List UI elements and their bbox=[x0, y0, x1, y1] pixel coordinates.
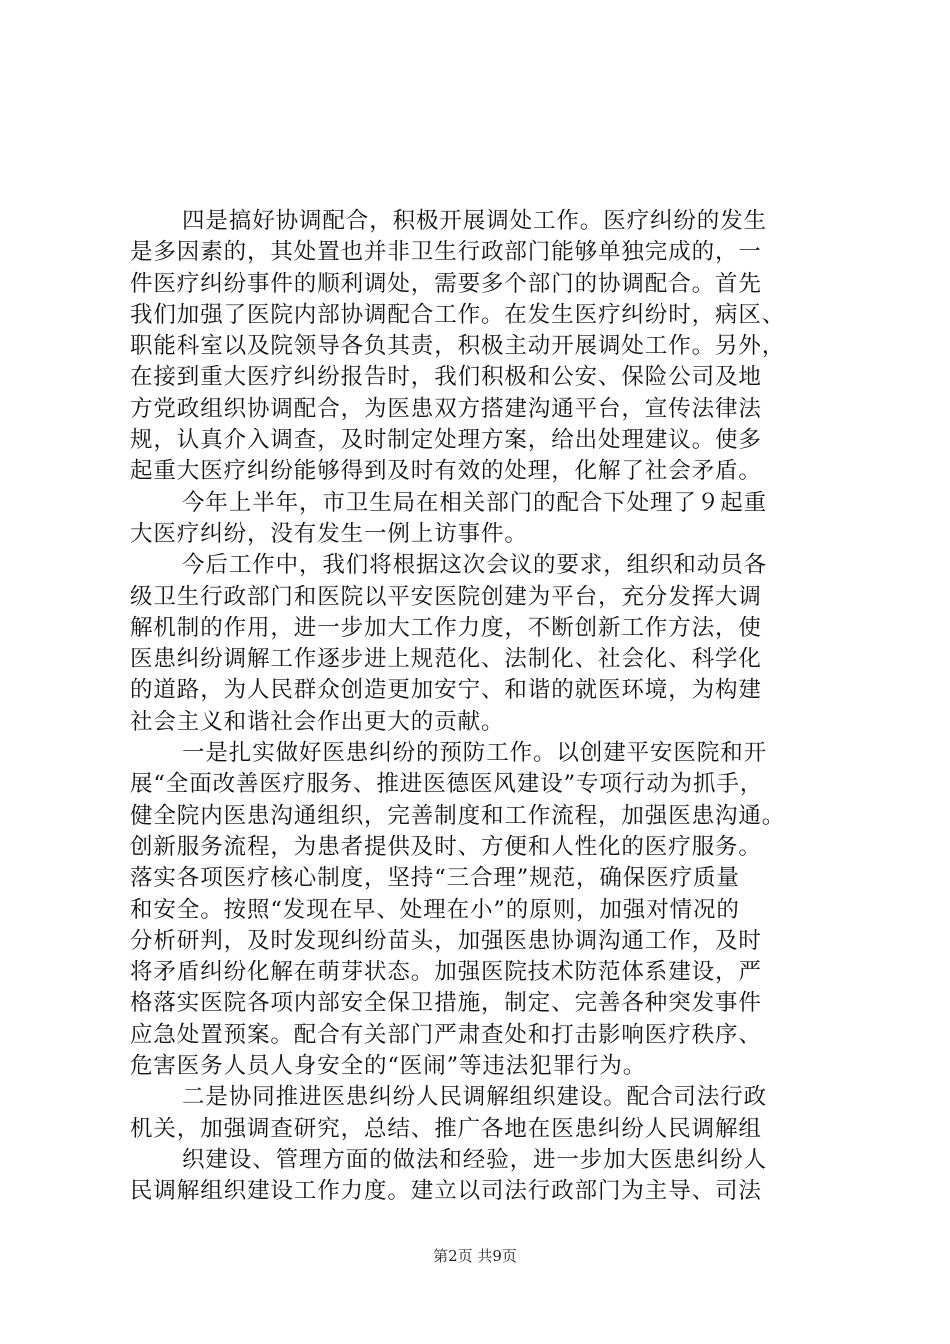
text-line: 一是扎实做好医患纠纷的预防工作。以创建平安医院和开 bbox=[182, 740, 768, 767]
text-line: 件医疗纠纷事件的顺利调处，需要多个部门的协调配合。首先 bbox=[130, 270, 762, 297]
page-number-footer: 第2页 共9页 bbox=[433, 1247, 517, 1265]
text-line: 应急处置预案。配合有关部门严肃查处和打击影响医疗秩序、 bbox=[130, 1021, 762, 1048]
text-line: 落实各项医疗核心制度，坚持“三合理”规范，确保医疗质量 bbox=[130, 865, 740, 892]
text-line: 解机制的作用，进一步加大工作力度，不断创新工作方法，使 bbox=[130, 614, 762, 641]
text-line: 的道路，为人民群众创造更加安宁、和谐的就医环境，为构建 bbox=[130, 677, 762, 704]
text-line: 社会主义和谐社会作出更大的贡献。 bbox=[130, 708, 505, 735]
document-body bbox=[130, 206, 830, 1208]
text-line: 起重大医疗纠纷能够得到及时有效的处理，化解了社会矛盾。 bbox=[130, 458, 762, 485]
text-line: 今后工作中，我们将根据这次会议的要求，组织和动员各 bbox=[182, 552, 768, 579]
text-line: 展“全面改善医疗服务、推进医德医风建设”专项行动为抓手， bbox=[130, 771, 764, 798]
text-line: 分析研判，及时发现纠纷苗头，加强医患协调沟通工作，及时 bbox=[130, 927, 762, 954]
text-line: 和安全。按照“发现在早、处理在小”的原则，加强对情况的 bbox=[130, 896, 740, 923]
text-line: 医患纠纷调解工作逐步进上规范化、法制化、社会化、科学化 bbox=[130, 646, 762, 673]
text-line: 级卫生行政部门和医院以平安医院创建为平台，充分发挥大调 bbox=[130, 583, 762, 610]
text-line: 今年上半年，市卫生局在相关部门的配合下处理了９起重 bbox=[182, 489, 768, 516]
text-line: 职能科室以及院领导各负其责，积极主动开展调处工作。另外， bbox=[130, 333, 786, 360]
text-line: 方党政组织协调配合，为医患双方搭建沟通平台，宣传法律法 bbox=[130, 395, 762, 422]
text-line: 危害医务人员人身安全的“医闹”等违法犯罪行为。 bbox=[130, 1053, 647, 1080]
text-line: 二是协同推进医患纠纷人民调解组织建设。配合司法行政 bbox=[182, 1084, 768, 1111]
text-line: 民调解组织建设工作力度。建立以司法行政部门为主导、司法 bbox=[130, 1178, 762, 1205]
text-line: 大医疗纠纷，没有发生一例上访事件。 bbox=[130, 520, 528, 547]
text-line: 我们加强了医院内部协调配合工作。在发生医疗纠纷时，病区、 bbox=[130, 301, 786, 328]
text-line: 四是搞好协调配合，积极开展调处工作。医疗纠纷的发生 bbox=[182, 208, 768, 234]
text-line: 规，认真介入调查，及时制定处理方案，给出处理建议。使多 bbox=[130, 427, 762, 454]
text-line: 创新服务流程，为患者提供及时、方便和人性化的医疗服务。 bbox=[130, 833, 762, 860]
text-line: 是多因素的，其处置也并非卫生行政部门能够单独完成的，一 bbox=[130, 239, 762, 266]
text-line: 将矛盾纠纷化解在萌芽状态。加强医院技术防范体系建设，严 bbox=[130, 959, 762, 986]
text-line: 格落实医院各项内部安全保卫措施，制定、完善各种突发事件 bbox=[130, 990, 762, 1017]
text-line: 织建设、管理方面的做法和经验，进一步加大医患纠纷人 bbox=[182, 1146, 768, 1173]
text-line: 健全院内医患沟通组织，完善制度和工作流程，加强医患沟通。 bbox=[130, 802, 786, 829]
text-line: 在接到重大医疗纠纷报告时，我们积极和公安、保险公司及地 bbox=[130, 364, 762, 391]
text-line: 机关，加强调查研究，总结、推广各地在医患纠纷人民调解组 bbox=[130, 1115, 762, 1142]
